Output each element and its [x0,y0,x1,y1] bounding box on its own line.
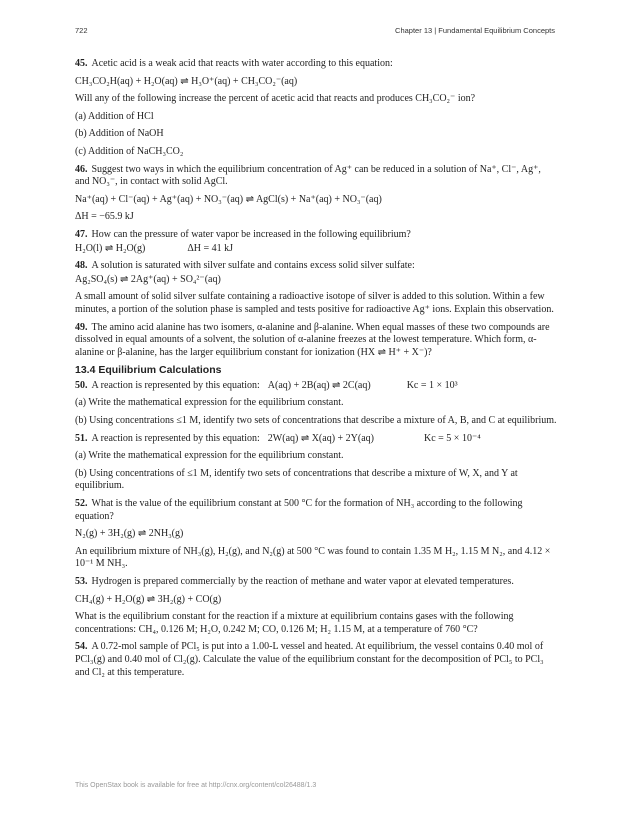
page-number: 722 [75,26,88,35]
question-number: 51. [75,432,88,444]
equation: H₂O(l) ⇌ H₂O(g) [75,242,146,254]
question-text: A solution is saturated with silver sulfate and contains excess solid silver sulfate: [91,260,415,272]
question-prompt: Will any of the following increase the percent of acetic acid that reacts and produces CH₃CO₂⁻ ion? [75,93,476,105]
question-text: Hydrogen is prepared commercially by the reaction of methane and water vapor at elevated temperatures. [91,576,514,587]
question-number: 54. [75,641,88,653]
enthalpy-value: ΔH = 41 kJ [187,242,234,254]
equation-row [75,243,557,256]
question-body: An equilibrium mixture of NH₃(g), H₂(g), and N₂(g) at 500 °C was found to contain 1.35 M H₂, 1.15 M N₂, and 4.12 × 10⁻¹ M NH₃. [75,545,551,570]
equation: Ag₂SO₄(s) ⇌ 2Ag⁺(aq) + SO₄²⁻(aq) [75,273,221,285]
section-heading: 13.4 Equilibrium Calculations [75,364,222,377]
question-number: 46. [75,163,88,175]
question-number: 53. [75,576,88,587]
question-text: Acetic acid is a weak acid that reacts with water according to this equation: [91,58,393,69]
question-text: How can the pressure of water vapor be increased in the following equilibrium? [91,228,411,240]
question-54 [75,641,557,679]
question-number: 45. [75,58,88,69]
question-50 [75,380,557,393]
part-b: (b) Using concentrations ≤1 M, identify two sets of concentrations that describe a mixture of A, B, and C at equilibrium. [75,415,557,427]
question-48 [75,260,557,273]
question-45 [75,58,557,71]
question-51 [75,433,557,446]
question-number: 49. [75,321,88,333]
part-b: (b) Using concentrations of ≤1 M, identify two sets of concentrations that describe a mixture of W, X, and Y at equilibrium. [75,467,518,492]
equation: A(aq) + 2B(aq) ⇌ 2C(aq) [267,379,371,391]
question-body: A small amount of solid silver sulfate containing a radioactive isotope of silver is added to this solution. Within a few minutes, a portion of the solution phase is sampled and tests positive for radioactive Ag⁺ ions. Explain this observation. [75,291,554,315]
equilibrium-constant: Kc = 1 × 10³ [406,379,458,391]
question-46 [75,164,557,189]
question-number: 52. [75,498,88,510]
chapter-header: Chapter 13 | Fundamental Equilibrium Concepts [395,26,555,35]
question-number: 47. [75,228,88,240]
question-text: A reaction is represented by this equation: [91,432,260,444]
equation: 2W(aq) ⇌ X(aq) + 2Y(aq) [267,432,374,444]
equilibrium-constant: Kc = 5 × 10⁻⁴ [424,432,481,444]
question-text: A 0.72-mol sample of PCl₅ is put into a 1.00-L vessel and heated. At equilibrium, the vessel contains 0.40 mol of PCl₃(g) and 0.40 mol of Cl₂(g). Calculate the value of the equilibrium constant for the decomposition of PCl₅ to PCl₃ and Cl₂ at this temperature. [75,641,544,678]
question-number: 50. [75,379,88,391]
question-49 [75,322,557,360]
enthalpy-value: ΔH = −65.9 kJ [75,211,134,223]
question-number: 48. [75,260,88,272]
question-47 [75,229,557,242]
part-a: (a) Write the mathematical expression for the equilibrium constant. [75,397,344,409]
equation: N₂(g) + 3H₂(g) ⇌ 2NH₃(g) [75,528,184,540]
question-text: A reaction is represented by this equation: [91,379,260,391]
equation: CH₄(g) + H₂O(g) ⇌ 3H₂(g) + CO(g) [75,593,222,605]
question-text: The amino acid alanine has two isomers, α-alanine and β-alanine. When equal masses of these two compounds are dissolved in equal amounts of a solvent, the solution of α-alanine freezes at the lowest temperature. Which form, α-alanine or β-alanine, has the larger equilibrium constant for ionization (HX ⇌ H⁺ + X⁻)? [75,321,550,358]
question-text: What is the value of the equilibrium constant at 500 °C for the formation of NH₃ according to the following equation? [75,498,523,522]
question-52 [75,498,557,523]
question-53 [75,576,557,589]
equation: Na⁺(aq) + Cl⁻(aq) + Ag⁺(aq) + NO₃⁻(aq) ⇌ AgCl(s) + Na⁺(aq) + NO₃⁻(aq) [75,193,382,205]
question-text: Suggest two ways in which the equilibrium concentration of Ag⁺ can be reduced in a solution of Na⁺, Cl⁻, Ag⁺, and NO₃⁻, in contact with solid AgCl. [75,163,541,188]
footer-attribution: This OpenStax book is available for free at http://cnx.org/content/col26488/1.3 [75,782,317,789]
option-a: (a) Addition of HCl [75,110,154,122]
equation: CH₃CO₂H(aq) + H₂O(aq) ⇌ H₃O⁺(aq) + CH₃CO₂⁻(aq) [75,75,298,87]
page-content [75,58,557,684]
question-body: What is the equilibrium constant for the reaction if a mixture at equilibrium contains gases with the following concentrations: CH₄, 0.126 M; H₂O, 0.242 M; CO, 0.126 M; H₂ 1.15 M, at a temperature of 760 °C? [75,611,514,635]
option-c: (c) Addition of NaCH₃CO₂ [75,145,184,157]
option-b: (b) Addition of NaOH [75,128,164,140]
part-a: (a) Write the mathematical expression for the equilibrium constant. [75,450,344,462]
